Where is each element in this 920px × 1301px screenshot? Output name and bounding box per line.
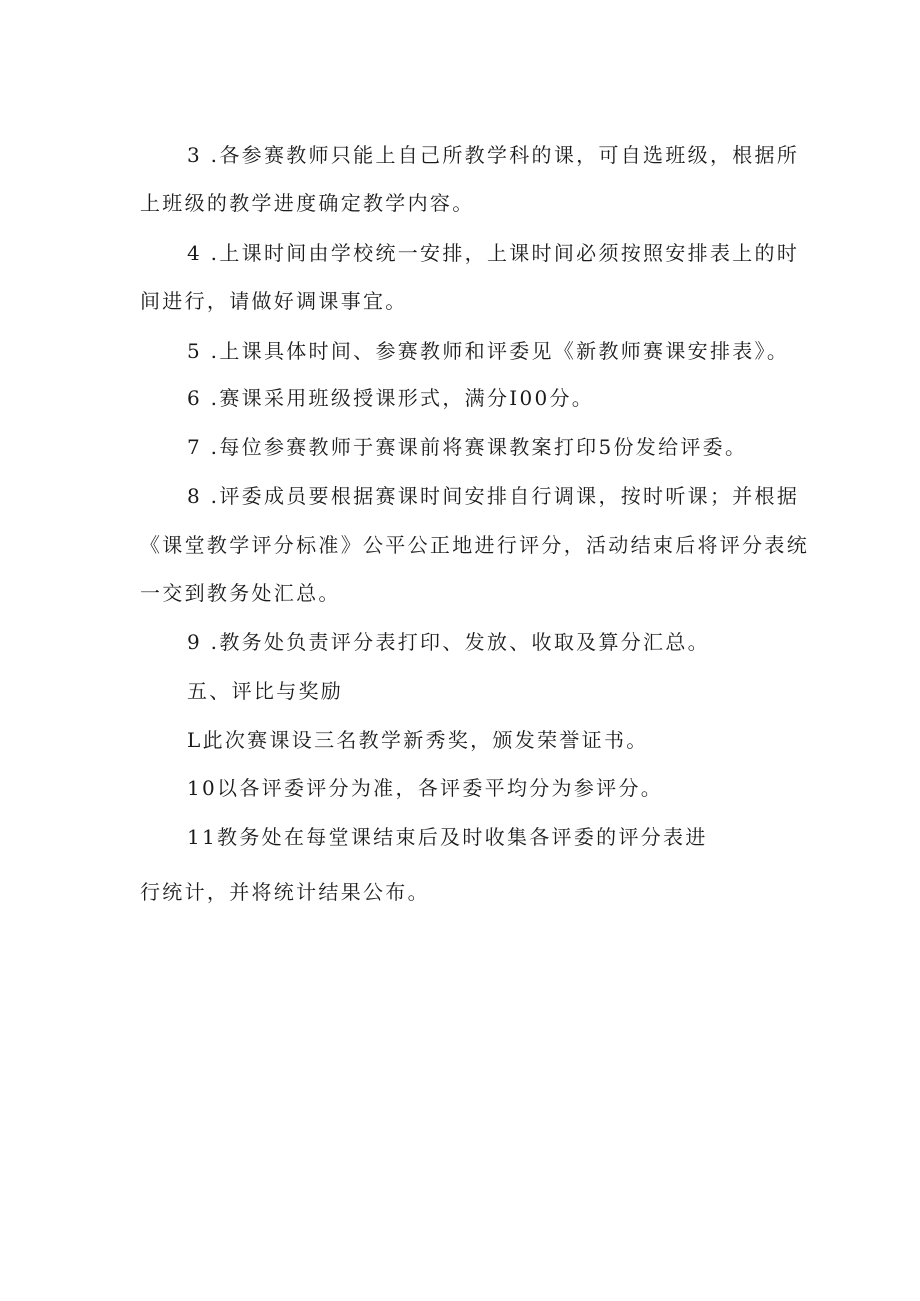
paragraph-line: 9 .教务处负责评分表打印、发放、收取及算分汇总。 <box>187 630 710 654</box>
paragraph-line: 3 .各参赛教师只能上自己所教学科的课，可自选班级，根据所 <box>187 143 800 167</box>
paragraph-line: 行统计，并将统计结果公布。 <box>140 880 430 904</box>
paragraph-line: 一交到教务处汇总。 <box>140 581 341 605</box>
paragraph-line: 5 .上课具体时间、参赛教师和评委见《新教师赛课安排表》。 <box>187 339 790 363</box>
paragraph-line: 间进行，请做好调课事宜。 <box>140 289 408 313</box>
paragraph-line: 10以各评委评分为准，各评委平均分为参评分。 <box>187 776 664 800</box>
section-heading: 五、评比与奖励 <box>187 679 344 703</box>
paragraph-line: L此次赛课设三名教学新秀奖，颁发荣誉证书。 <box>187 728 649 752</box>
paragraph-line: 4 .上课时间由学校统一安排，上课时间必须按照安排表上的时 <box>187 241 800 265</box>
paragraph-line: 11教务处在每堂课结束后及时收集各评委的评分表进 <box>187 825 708 849</box>
paragraph-line: 上班级的教学进度确定教学内容。 <box>140 191 475 215</box>
paragraph-line: 6 .赛课采用班级授课形式，满分I00分。 <box>187 386 595 410</box>
paragraph-line: 7 .每位参赛教师于赛课前将赛课教案打印5份发给评委。 <box>187 435 748 459</box>
paragraph-line: 8 .评委成员要根据赛课时间安排自行调课，按时听课；并根据 <box>187 484 800 508</box>
paragraph-line: 《课堂教学评分标准》公平公正地进行评分，活动结束后将评分表统 <box>140 533 809 557</box>
